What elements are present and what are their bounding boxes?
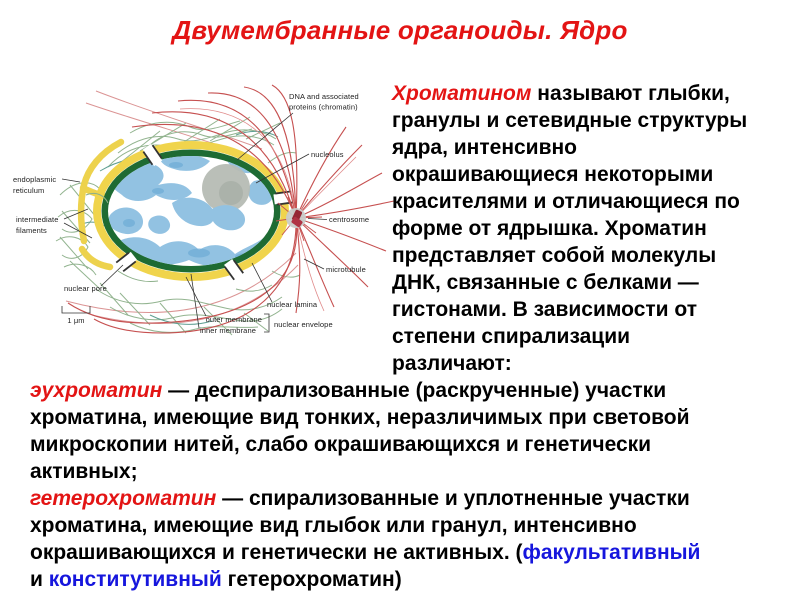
text-line <box>30 404 798 431</box>
body-text: микроскопии нитей, слабо окрашивающихся и генетически <box>30 433 652 456</box>
text-line <box>392 350 797 377</box>
text-line <box>392 323 797 350</box>
scale-bar-label: 1 μm <box>67 316 85 325</box>
microtubule-label: microtubule <box>326 265 366 274</box>
body-text: гранулы и сетевидные структуры <box>392 109 748 132</box>
text-line <box>30 431 798 458</box>
nuclear-lamina-label: nuclear lamina <box>267 300 318 309</box>
text-line <box>30 512 798 539</box>
highlight-red-text: эухроматин <box>30 379 163 402</box>
body-text: форме от ядрышка. Хроматин <box>392 217 707 240</box>
er-label: endoplasmic <box>13 175 57 184</box>
text-line <box>392 215 797 242</box>
inner-membrane-label: inner membrane <box>199 326 256 335</box>
body-text: называют глыбки, <box>531 82 730 105</box>
text-line <box>392 107 797 134</box>
er-label: reticulum <box>13 186 45 195</box>
text-line <box>392 188 797 215</box>
highlight-red-text: Хроматином <box>392 82 532 105</box>
highlight-blue-text: конститутивный <box>48 568 222 591</box>
body-text: гистонами. В зависимости от <box>392 298 698 321</box>
body-text: активных; <box>30 460 138 483</box>
dna-chromatin-label: proteins (chromatin) <box>289 102 358 112</box>
nuclear-envelope-label: nuclear envelope <box>274 320 333 329</box>
text-line <box>30 377 798 404</box>
text-line <box>392 296 797 323</box>
body-text: гетерохроматин) <box>221 568 402 591</box>
body-text: ДНК, связанные с белками — <box>392 271 699 294</box>
centrosome-label: centrosome <box>329 215 370 224</box>
body-text: ядра, интенсивно <box>392 136 578 159</box>
highlight-red-text: гетерохроматин <box>30 487 217 510</box>
text-line <box>392 269 797 296</box>
body-text: представляет собой молекулы <box>392 244 717 267</box>
text-line <box>30 458 798 485</box>
text-line <box>392 134 797 161</box>
body-text: и <box>30 568 49 591</box>
filaments-label: filaments <box>16 226 47 235</box>
nucleolus-shape <box>202 164 250 212</box>
text-line <box>392 242 797 269</box>
body-text: различают: <box>392 352 512 375</box>
body-text: окрашивающихся и генетически не активных. ( <box>30 541 523 564</box>
outer-membrane-label: outer membrane <box>205 315 262 324</box>
nucleus-diagram <box>0 75 400 375</box>
filaments-label: intermediate <box>16 215 59 224</box>
text-line <box>30 539 798 566</box>
body-text: хроматина, имеющие вид глыбок или гранул, интенсивно <box>30 514 637 537</box>
dna-chromatin-label: DNA and associated <box>289 92 359 101</box>
centrosome-shape <box>286 208 306 228</box>
text-line <box>30 485 798 512</box>
text-line <box>392 161 797 188</box>
body-text: хроматина, имеющие вид тонких, неразличимых при световой <box>30 406 690 429</box>
nuclear-pore-label: nuclear pore <box>64 284 107 293</box>
body-text: окрашивающиеся некоторыми <box>392 163 714 186</box>
body-text: — спирализованные и уплотненные участки <box>216 487 690 510</box>
highlight-blue-text: факультативный <box>522 541 701 564</box>
text-line <box>30 566 798 593</box>
body-text: — деспирализованные (раскрученные) участки <box>162 379 667 402</box>
text-line <box>392 80 797 107</box>
nucleolus-label: nucleolus <box>311 150 344 159</box>
body-text: красителями и отличающиеся по <box>392 190 740 213</box>
page-title: Двумембранные органоиды. Ядро <box>172 15 628 45</box>
chromatin-definition-text <box>392 80 797 377</box>
chromatin-types-text <box>30 377 798 593</box>
body-text: степени спирализации <box>392 325 631 348</box>
